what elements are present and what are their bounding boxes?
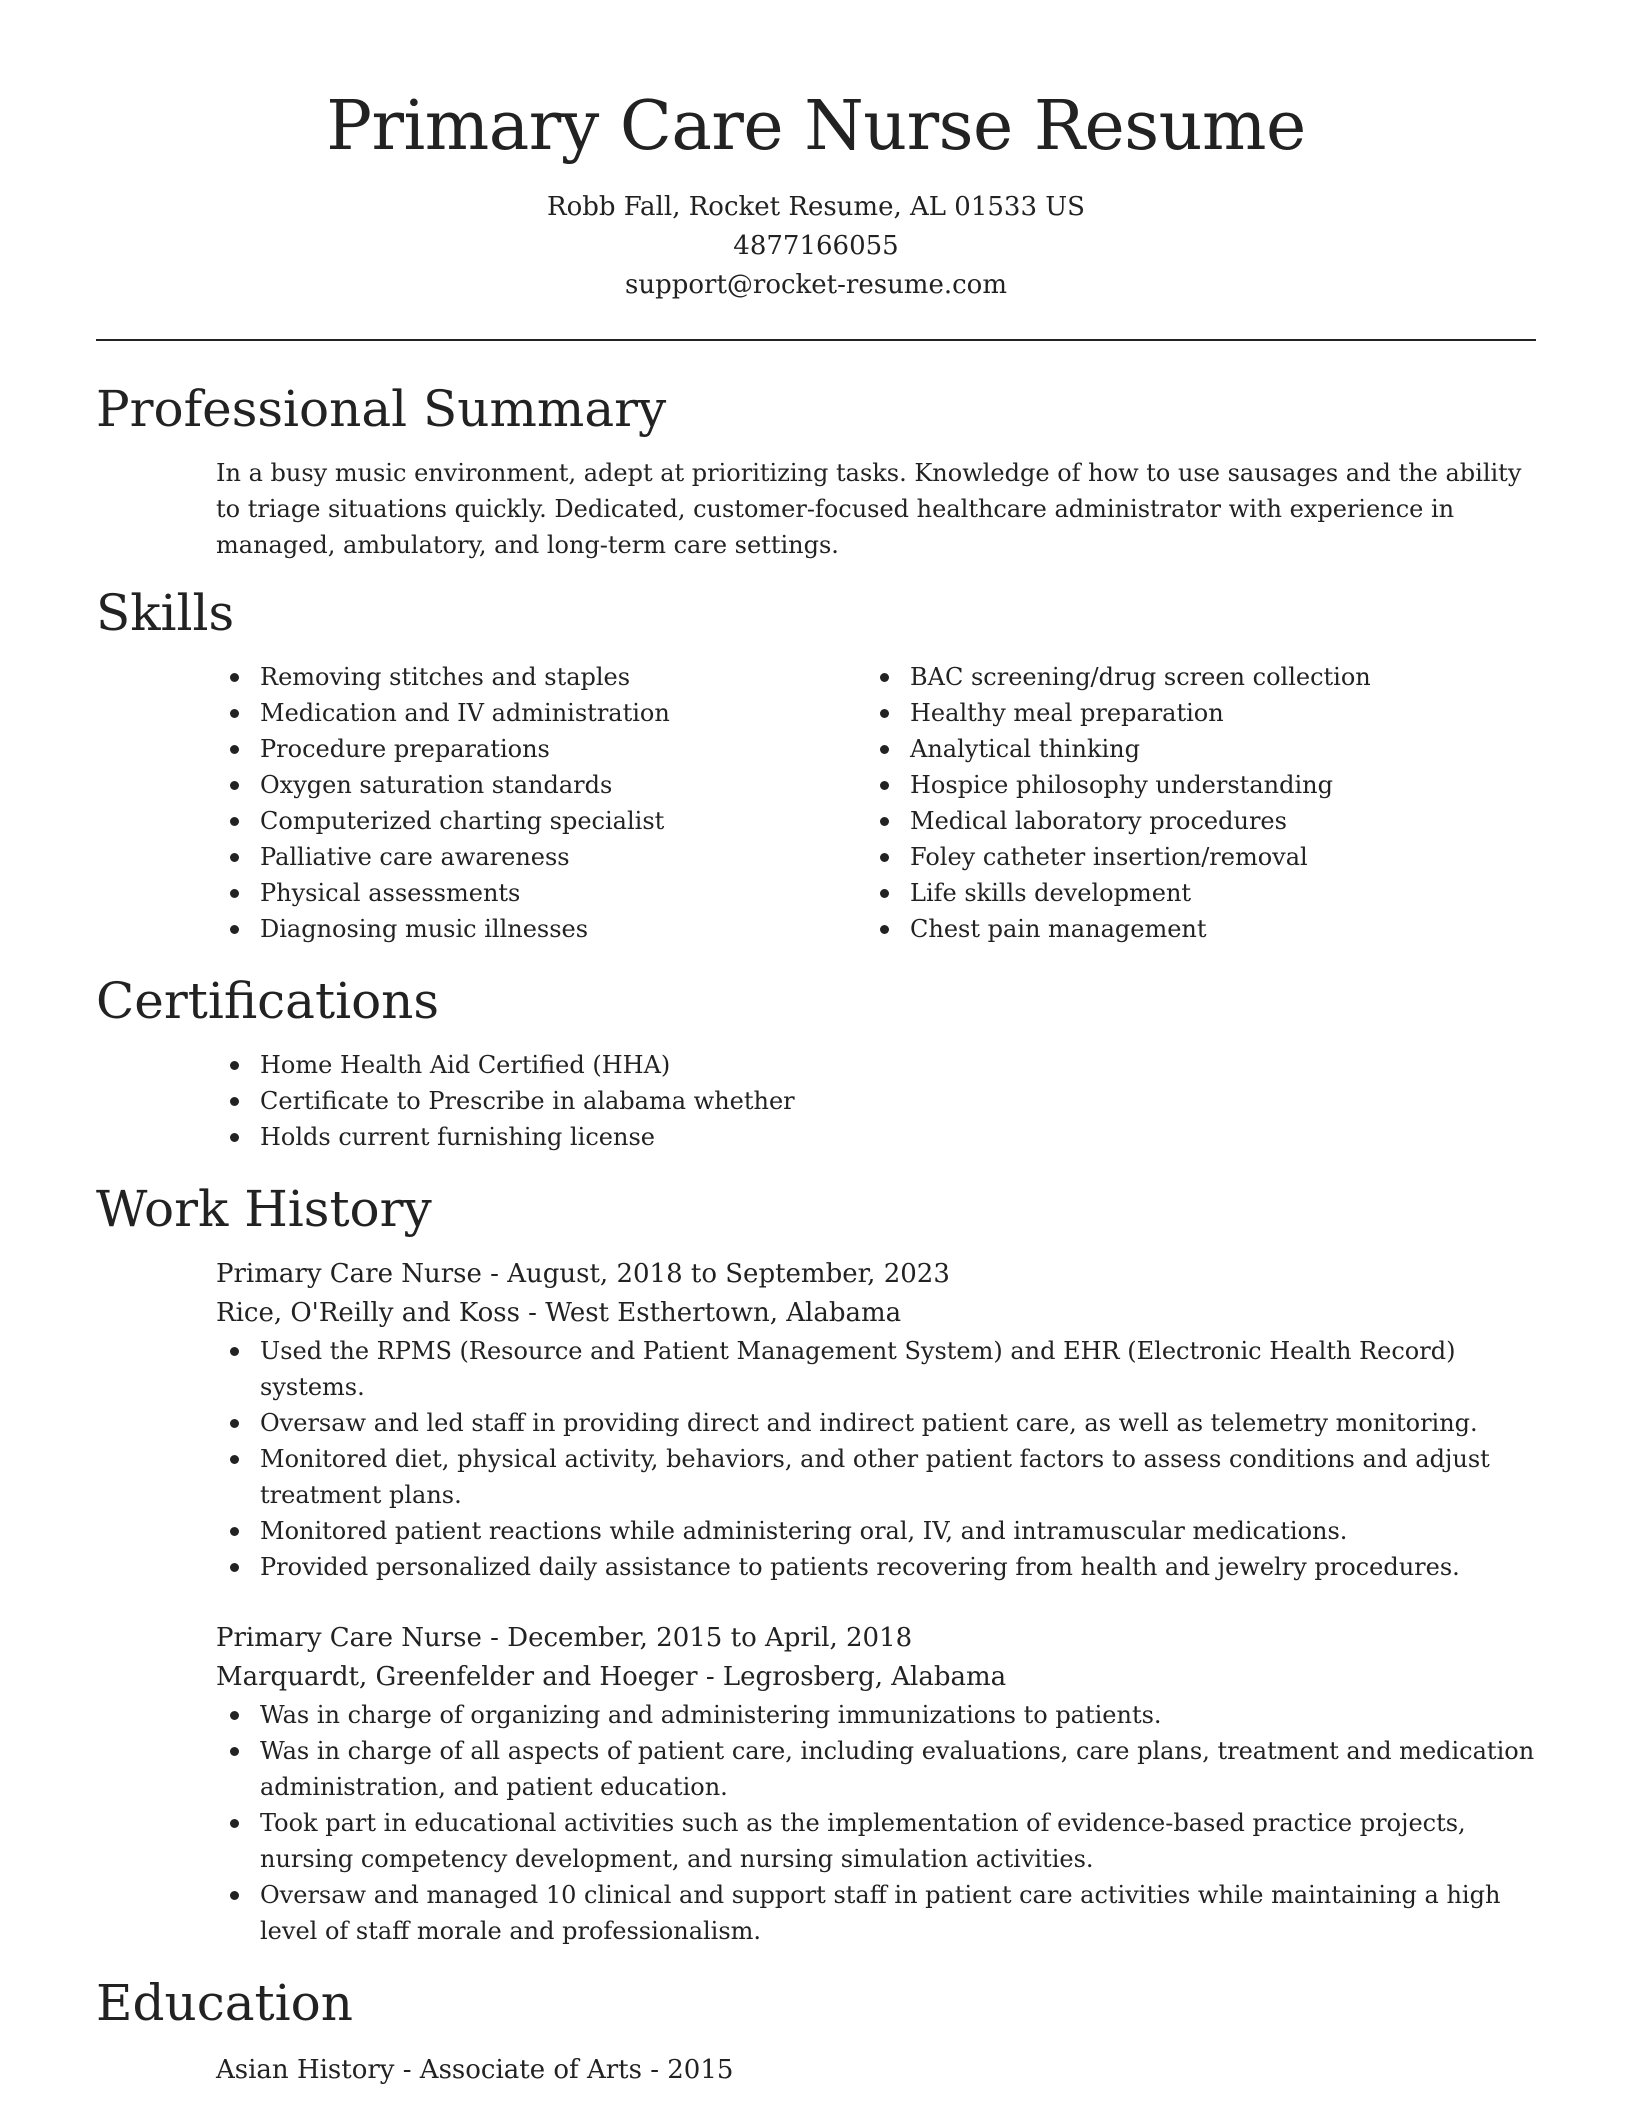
certification-item: Certificate to Prescribe in alabama whether	[260, 1083, 1536, 1119]
job-bullet: Was in charge of organizing and administering immunizations to patients.	[260, 1697, 1536, 1733]
education-heading: Education	[96, 1974, 353, 2032]
skills-heading: Skills	[96, 584, 235, 642]
page-title: Primary Care Nurse Resume	[326, 87, 1306, 166]
job-bullet: Oversaw and managed 10 clinical and support staff in patient care activities while maintaining a high level of staff morale and professionalism.	[260, 1877, 1536, 1949]
summary-text: In a busy music environment, adept at prioritizing tasks. Knowledge of how to use sausages and the ability to triage situations quickly. Dedicated, customer-focused healthcare administrator with experience in managed, ambulatory, and long-term care settings.	[216, 459, 1522, 559]
job-bullet: Oversaw and led staff in providing direct and indirect patient care, as well as telemetry monitoring.	[260, 1405, 1536, 1441]
skill-item: Analytical thinking	[910, 731, 1516, 767]
contact-phone: 4877166055	[733, 231, 899, 261]
skill-item: Computerized charting specialist	[260, 803, 866, 839]
job-bullet: Provided personalized daily assistance to patients recovering from health and jewelry procedures.	[260, 1549, 1536, 1585]
skill-item: Healthy meal preparation	[910, 695, 1516, 731]
skills-columns	[96, 659, 1536, 947]
certification-item: Home Health Aid Certified (HHA)	[260, 1047, 1536, 1083]
job-company-line: Marquardt, Greenfelder and Hoeger - Legrosberg, Alabama	[216, 1662, 1007, 1692]
skill-item: Foley catheter insertion/removal	[910, 839, 1516, 875]
certifications-section	[96, 969, 1536, 1155]
skill-item: Hospice philosophy understanding	[910, 767, 1516, 803]
job-title-line: Primary Care Nurse - August, 2018 to September, 2023	[216, 1259, 950, 1289]
resume-header	[96, 0, 1536, 305]
contact-email: support@rocket-resume.com	[624, 270, 1007, 300]
job-bullet: Monitored patient reactions while administering oral, IV, and intramuscular medications.	[260, 1513, 1536, 1549]
summary-section	[96, 377, 1536, 563]
job-entry	[96, 1255, 1536, 1585]
job-bullet: Used the RPMS (Resource and Patient Management System) and EHR (Electronic Health Record) systems.	[260, 1333, 1536, 1405]
job-bullet: Took part in educational activities such as the implementation of evidence-based practice projects, nursing competency development, and nursing simulation activities.	[260, 1805, 1536, 1877]
skill-item: Oxygen saturation standards	[260, 767, 866, 803]
skill-item: BAC screening/drug screen collection	[910, 659, 1516, 695]
job-company-line: Rice, O'Reilly and Koss - West Esthertown, Alabama	[216, 1298, 902, 1328]
contact-address: Robb Fall, Rocket Resume, AL 01533 US	[547, 192, 1085, 222]
job-title-line: Primary Care Nurse - December, 2015 to April, 2018	[216, 1623, 913, 1653]
job-entry	[96, 1619, 1536, 1949]
education-section	[96, 1971, 1536, 2090]
skill-item: Medical laboratory procedures	[910, 803, 1516, 839]
work-history-heading: Work History	[96, 1180, 432, 1238]
skill-item: Medication and IV administration	[260, 695, 866, 731]
work-history-section	[96, 1177, 1536, 1949]
education-entry: Asian History - Associate of Arts - 2015	[216, 2055, 734, 2085]
skill-item: Chest pain management	[910, 911, 1516, 947]
skill-item: Palliative care awareness	[260, 839, 866, 875]
certifications-heading: Certifications	[96, 972, 440, 1030]
skills-right-column	[866, 659, 1516, 947]
skill-item: Removing stitches and staples	[260, 659, 866, 695]
skill-item: Life skills development	[910, 875, 1516, 911]
header-divider	[96, 339, 1536, 341]
skill-item: Procedure preparations	[260, 731, 866, 767]
skill-item: Diagnosing music illnesses	[260, 911, 866, 947]
skills-left-column	[216, 659, 866, 947]
job-bullet: Was in charge of all aspects of patient care, including evaluations, care plans, treatment and medication administration, and patient education.	[260, 1733, 1536, 1805]
certification-item: Holds current furnishing license	[260, 1119, 1536, 1155]
summary-heading: Professional Summary	[96, 380, 667, 438]
contact-block	[96, 188, 1536, 305]
skill-item: Physical assessments	[260, 875, 866, 911]
skills-section	[96, 581, 1536, 947]
job-bullet: Monitored diet, physical activity, behaviors, and other patient factors to assess conditions and adjust treatment plans.	[260, 1441, 1536, 1513]
